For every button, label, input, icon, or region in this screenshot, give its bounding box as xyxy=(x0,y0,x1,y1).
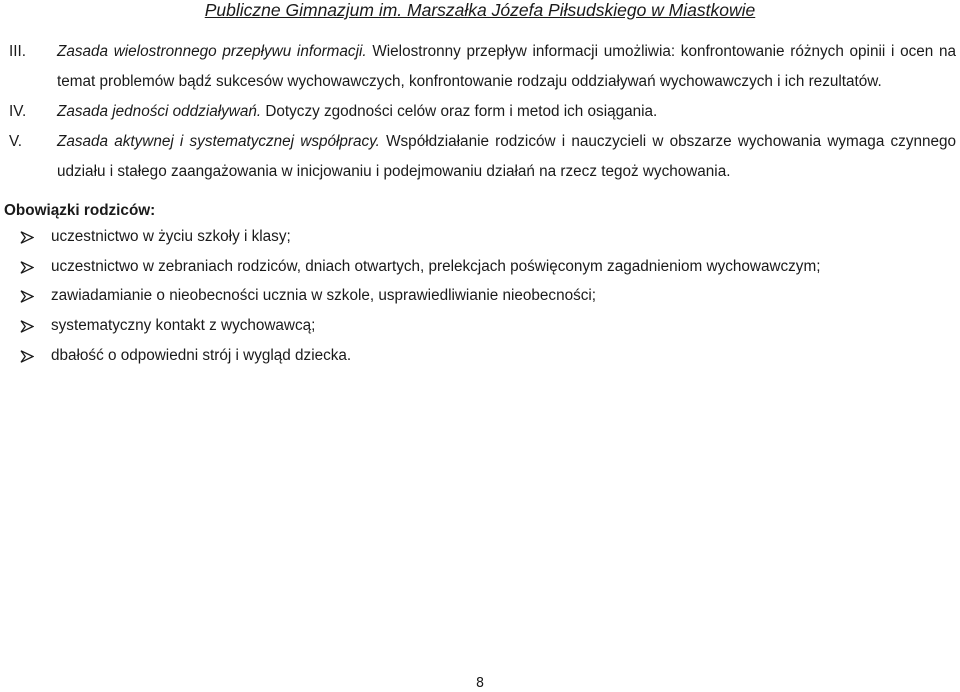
arrow-bullet-icon xyxy=(20,261,34,274)
principle-text: Współdziałanie rodziców i nauczycieli w obszarze wychowania wymaga czynnego xyxy=(379,133,956,150)
principle-title: Zasada wielostronnego przepływu informacji. xyxy=(57,43,367,60)
page-header xyxy=(0,0,960,20)
page-number: 8 xyxy=(475,676,485,691)
principle-title: Zasada aktywnej i systematycznej współpracy. xyxy=(57,133,380,150)
principle-body xyxy=(57,127,956,187)
duties-list xyxy=(0,222,960,370)
arrow-bullet-icon xyxy=(20,231,34,244)
duty-text: uczestnictwo w zebraniach rodziców, dniach otwartych, prelekcjach poświęconym zagadnieniom wychowawczym; xyxy=(51,257,821,275)
principle-number: IV. xyxy=(9,103,27,120)
duties-heading: Obowiązki rodziców: xyxy=(4,202,156,219)
principle-line: udziału i stałego zaangażowania w inicjowaniu i podejmowaniu działań na rzecz tegoż wychowania. xyxy=(57,163,731,180)
principle-text: Wielostronny przepływ informacji umożliwia: konfrontowanie różnych opinii i ocen na xyxy=(366,43,956,60)
list-item xyxy=(0,311,960,341)
duty-text: uczestnictwo w życiu szkoły i klasy; xyxy=(51,228,291,245)
arrow-bullet-icon xyxy=(20,290,34,303)
principle-number: V. xyxy=(9,133,23,150)
principle-title: Zasada jedności oddziaływań. xyxy=(57,103,262,120)
list-item xyxy=(0,281,960,311)
principle-line xyxy=(57,97,956,127)
duty-text: zawiadamianie o nieobecności ucznia w szkole, usprawiedliwianie nieobecności; xyxy=(51,287,597,305)
principle-body xyxy=(57,97,956,127)
school-name: Publiczne Gimnazjum im. Marszałka Józefa Piłsudskiego w Miastkowie xyxy=(204,0,756,20)
duty-text: dbałość o odpowiedni strój i wygląd dziecka. xyxy=(51,346,352,364)
principle-body xyxy=(57,37,956,97)
duty-text: systematyczny kontakt z wychowawcą; xyxy=(51,317,316,335)
principle-line xyxy=(57,127,956,157)
arrow-bullet-icon xyxy=(20,320,34,333)
principle-text: Dotyczy zgodności celów oraz form i metod ich osiągania. xyxy=(261,103,658,120)
list-item xyxy=(0,222,960,252)
arrow-bullet-icon xyxy=(20,350,34,363)
principle-number: III. xyxy=(9,43,26,60)
list-item xyxy=(0,252,960,282)
principle-line: temat problemów bądź sukcesów wychowawczych, konfrontowanie rodzaju oddziaływań wychowawczych i ich rezultatów. xyxy=(57,73,882,90)
principle-line xyxy=(57,37,956,67)
list-item xyxy=(0,341,960,371)
